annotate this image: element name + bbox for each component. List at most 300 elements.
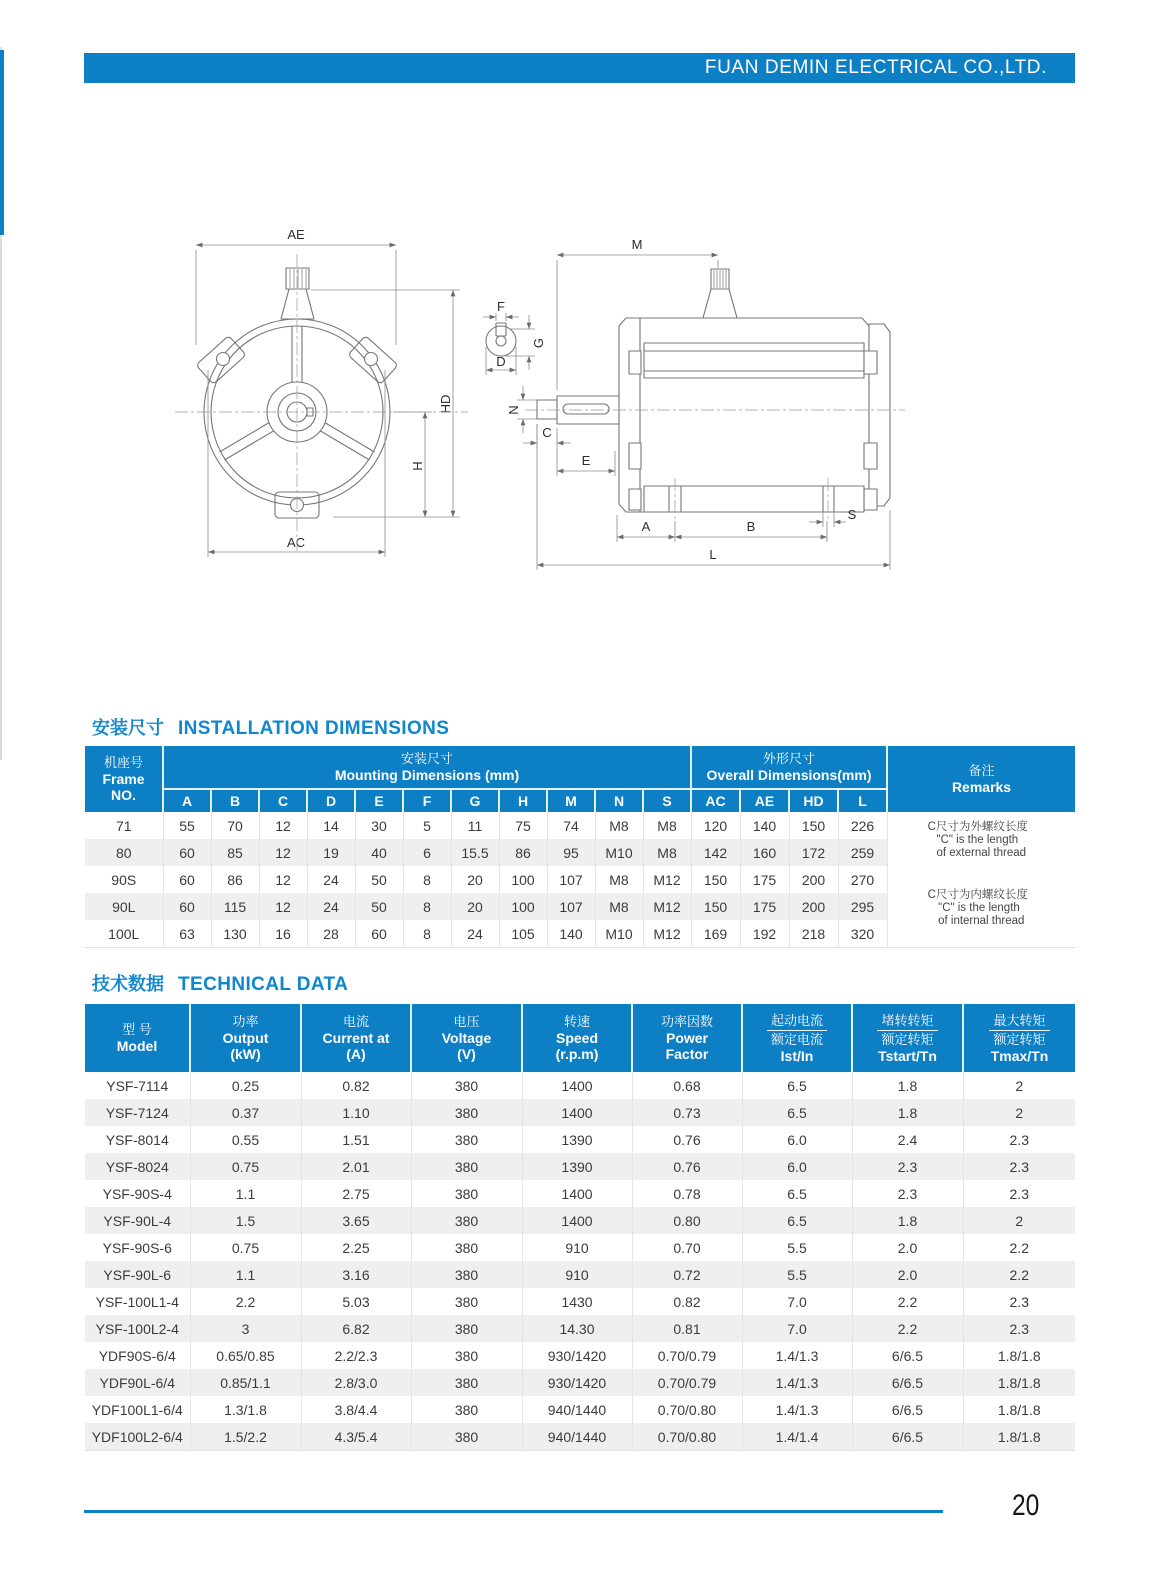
installation-dimensions-table bbox=[85, 746, 1075, 948]
header-bar bbox=[84, 53, 1075, 83]
dimension-cell: 12 bbox=[259, 866, 307, 893]
company-name: FUAN DEMIN ELECTRICAL CO.,LTD. bbox=[704, 57, 1047, 78]
technical-section-title bbox=[92, 970, 348, 996]
model-cell: YSF-90L-4 bbox=[85, 1207, 190, 1234]
tech-value-cell: 2.01 bbox=[301, 1153, 411, 1180]
tech-value-cell: 4.3/5.4 bbox=[301, 1423, 411, 1451]
motor-side-view-drawing bbox=[465, 225, 935, 595]
tech-row bbox=[85, 1342, 1075, 1369]
tech-value-cell: 6.5 bbox=[742, 1207, 852, 1234]
tech-value-cell: 2.3 bbox=[963, 1315, 1075, 1342]
dimension-cell: M8 bbox=[643, 812, 691, 839]
tech-value-cell: 1400 bbox=[522, 1207, 632, 1234]
tech-value-cell: 930/1420 bbox=[522, 1342, 632, 1369]
tech-col-line: 功率因数 bbox=[660, 1014, 713, 1029]
tech-col-line: Tstart/Tn bbox=[878, 1047, 937, 1064]
tech-value-cell: 2 bbox=[963, 1072, 1075, 1099]
model-cell: YSF-90L-6 bbox=[85, 1261, 190, 1288]
tech-value-cell: 6/6.5 bbox=[852, 1423, 963, 1451]
dimension-cell: 70 bbox=[211, 812, 259, 839]
frame-no-header-zh: 机座号 bbox=[103, 755, 143, 770]
overall-dimensions-header bbox=[691, 746, 887, 789]
dimension-cell: M8 bbox=[595, 812, 643, 839]
install-col-l: L bbox=[838, 789, 887, 812]
tech-col-line: 额定转矩 bbox=[881, 1031, 934, 1047]
tech-table-body bbox=[85, 1072, 1075, 1451]
tech-col-line: 最大转矩 bbox=[989, 1013, 1049, 1031]
overall-header-en: Overall Dimensions(mm) bbox=[706, 767, 872, 783]
tech-value-cell: 0.73 bbox=[632, 1099, 742, 1126]
remark-zh: C尺寸为外螺纹长度 bbox=[927, 821, 1028, 833]
dimension-cell: 259 bbox=[838, 839, 887, 866]
dim-label-l: L bbox=[709, 547, 717, 562]
dimension-cell: M12 bbox=[643, 920, 691, 948]
dimension-cell: M8 bbox=[595, 893, 643, 920]
remark-en bbox=[937, 834, 1027, 860]
tech-value-cell: 3.65 bbox=[301, 1207, 411, 1234]
dimension-cell: 140 bbox=[547, 920, 595, 948]
dimension-cell: 50 bbox=[355, 893, 403, 920]
dimension-cell: 175 bbox=[740, 866, 789, 893]
tech-value-cell: 380 bbox=[411, 1099, 522, 1126]
tech-value-cell: 3.8/4.4 bbox=[301, 1396, 411, 1423]
tech-value-cell: 6.82 bbox=[301, 1315, 411, 1342]
tech-value-cell: 940/1440 bbox=[522, 1396, 632, 1423]
tech-value-cell: 5.03 bbox=[301, 1288, 411, 1315]
tech-value-cell: 6.0 bbox=[742, 1153, 852, 1180]
dimension-cell: 5 bbox=[403, 812, 451, 839]
tech-value-cell: 0.70/0.80 bbox=[632, 1423, 742, 1451]
tech-value-cell: 6.5 bbox=[742, 1099, 852, 1126]
model-cell: YSF-8024 bbox=[85, 1153, 190, 1180]
remark-en-line: "C" is the length bbox=[938, 901, 1020, 914]
installation-section-title bbox=[92, 714, 449, 740]
frame-no-header bbox=[85, 746, 163, 812]
tech-col-line: 电压 bbox=[453, 1014, 480, 1029]
tech-value-cell: 1430 bbox=[522, 1288, 632, 1315]
tech-row bbox=[85, 1126, 1075, 1153]
dimension-cell: 120 bbox=[691, 812, 740, 839]
tech-value-cell: 1.8 bbox=[852, 1072, 963, 1099]
tech-value-cell: 0.76 bbox=[632, 1126, 742, 1153]
dimension-cell: 40 bbox=[355, 839, 403, 866]
dimension-cell: 85 bbox=[211, 839, 259, 866]
tech-value-cell: 1.4/1.3 bbox=[742, 1396, 852, 1423]
dimension-cell: 74 bbox=[547, 812, 595, 839]
technical-data-table bbox=[85, 1004, 1075, 1451]
tech-col-line: (kW) bbox=[230, 1046, 261, 1062]
dimension-cell: 11 bbox=[451, 812, 499, 839]
tech-value-cell: 910 bbox=[522, 1234, 632, 1261]
tech-col-line: 额定转矩 bbox=[993, 1031, 1046, 1047]
tech-value-cell: 6.5 bbox=[742, 1180, 852, 1207]
remark-cell bbox=[887, 866, 1075, 948]
dim-label-s: S bbox=[847, 507, 857, 522]
dimension-cell: 130 bbox=[211, 920, 259, 948]
dim-label-h: H bbox=[410, 461, 425, 471]
dimension-cell: 270 bbox=[838, 866, 887, 893]
tech-value-cell: 380 bbox=[411, 1288, 522, 1315]
dimension-cell: 150 bbox=[691, 866, 740, 893]
tech-value-cell: 1.1 bbox=[190, 1261, 301, 1288]
model-cell: YSF-90S-6 bbox=[85, 1234, 190, 1261]
dimension-cell: 172 bbox=[789, 839, 838, 866]
dimension-cell: 20 bbox=[451, 866, 499, 893]
dimension-cell: 86 bbox=[211, 866, 259, 893]
tech-value-cell: 1.1 bbox=[190, 1180, 301, 1207]
dim-label-ac: AC bbox=[286, 535, 306, 550]
tech-value-cell: 0.25 bbox=[190, 1072, 301, 1099]
tech-col-line: 电流 bbox=[342, 1014, 369, 1029]
tech-value-cell: 1400 bbox=[522, 1099, 632, 1126]
dimension-cell: M8 bbox=[643, 839, 691, 866]
tech-value-cell: 2.3 bbox=[852, 1153, 963, 1180]
dim-label-hd: HD bbox=[438, 394, 453, 414]
install-col-h: H bbox=[499, 789, 547, 812]
tech-col-header bbox=[632, 1004, 742, 1072]
tech-value-cell: 2.2/2.3 bbox=[301, 1342, 411, 1369]
tech-value-cell: 1400 bbox=[522, 1072, 632, 1099]
dimension-cell: 63 bbox=[163, 920, 211, 948]
frame-no-header-en2: NO. bbox=[111, 787, 136, 803]
tech-value-cell: 0.72 bbox=[632, 1261, 742, 1288]
tech-value-cell: 0.70/0.79 bbox=[632, 1342, 742, 1369]
dimension-cell: M12 bbox=[643, 866, 691, 893]
footer-divider bbox=[84, 1510, 943, 1513]
tech-value-cell: 6/6.5 bbox=[852, 1369, 963, 1396]
technical-title-zh: 技术数据 bbox=[92, 974, 164, 994]
tech-value-cell: 2.0 bbox=[852, 1261, 963, 1288]
mounting-header-en: Mounting Dimensions (mm) bbox=[334, 767, 520, 783]
model-cell: YDF90L-6/4 bbox=[85, 1369, 190, 1396]
tech-value-cell: 6/6.5 bbox=[852, 1342, 963, 1369]
dimension-cell: 107 bbox=[547, 866, 595, 893]
tech-value-cell: 6.0 bbox=[742, 1126, 852, 1153]
remark-cell bbox=[887, 812, 1075, 866]
dimension-cell: 24 bbox=[307, 893, 355, 920]
tech-value-cell: 380 bbox=[411, 1342, 522, 1369]
tech-value-cell: 7.0 bbox=[742, 1288, 852, 1315]
tech-col-line: (A) bbox=[346, 1046, 366, 1062]
dimension-cell: 16 bbox=[259, 920, 307, 948]
tech-value-cell: 1.8/1.8 bbox=[963, 1369, 1075, 1396]
dimension-cell: 50 bbox=[355, 866, 403, 893]
dimension-cell: 8 bbox=[403, 920, 451, 948]
tech-col-header bbox=[963, 1004, 1075, 1072]
dimension-cell: 60 bbox=[355, 920, 403, 948]
dimension-cell: 86 bbox=[499, 839, 547, 866]
install-col-e: E bbox=[355, 789, 403, 812]
model-cell: YDF100L2-6/4 bbox=[85, 1423, 190, 1451]
tech-value-cell: 1.5 bbox=[190, 1207, 301, 1234]
model-cell: YSF-7114 bbox=[85, 1072, 190, 1099]
tech-value-cell: 6.5 bbox=[742, 1072, 852, 1099]
tech-value-cell: 3.16 bbox=[301, 1261, 411, 1288]
tech-col-line: 起动电流 bbox=[767, 1013, 827, 1031]
tech-value-cell: 380 bbox=[411, 1261, 522, 1288]
mounting-header-zh: 安装尺寸 bbox=[401, 751, 454, 766]
remarks-header-en: Remarks bbox=[951, 779, 1012, 795]
tech-value-cell: 380 bbox=[411, 1315, 522, 1342]
dim-label-e: E bbox=[581, 453, 591, 468]
tech-value-cell: 380 bbox=[411, 1396, 522, 1423]
tech-value-cell: 0.76 bbox=[632, 1153, 742, 1180]
tech-col-line: Current at bbox=[322, 1030, 390, 1046]
dimension-cell: 218 bbox=[789, 920, 838, 948]
tech-col-header bbox=[301, 1004, 411, 1072]
tech-row bbox=[85, 1207, 1075, 1234]
left-accent-bar bbox=[0, 50, 4, 235]
dimension-cell: 142 bbox=[691, 839, 740, 866]
tech-value-cell: 0.37 bbox=[190, 1099, 301, 1126]
tech-value-cell: 5.5 bbox=[742, 1234, 852, 1261]
tech-value-cell: 1400 bbox=[522, 1180, 632, 1207]
remarks-header bbox=[887, 746, 1075, 812]
tech-value-cell: 2.75 bbox=[301, 1180, 411, 1207]
tech-value-cell: 0.65/0.85 bbox=[190, 1342, 301, 1369]
tech-col-line: 型 号 bbox=[122, 1022, 152, 1037]
dimension-cell: 140 bbox=[740, 812, 789, 839]
tech-value-cell: 1.4/1.3 bbox=[742, 1369, 852, 1396]
dimension-cell: 15.5 bbox=[451, 839, 499, 866]
frame-no-cell: 90S bbox=[85, 866, 163, 893]
tech-value-cell: 0.75 bbox=[190, 1153, 301, 1180]
install-col-hd: HD bbox=[789, 789, 838, 812]
tech-value-cell: 1390 bbox=[522, 1126, 632, 1153]
dimension-cell: 28 bbox=[307, 920, 355, 948]
tech-value-cell: 1.8/1.8 bbox=[963, 1342, 1075, 1369]
tech-value-cell: 1.8 bbox=[852, 1207, 963, 1234]
tech-value-cell: 1.4/1.4 bbox=[742, 1423, 852, 1451]
tech-value-cell: 910 bbox=[522, 1261, 632, 1288]
tech-col-header bbox=[852, 1004, 963, 1072]
tech-value-cell: 1.5/2.2 bbox=[190, 1423, 301, 1451]
tech-value-cell: 2.25 bbox=[301, 1234, 411, 1261]
dimension-cell: 19 bbox=[307, 839, 355, 866]
dimension-cell: 295 bbox=[838, 893, 887, 920]
tech-value-cell: 2.2 bbox=[963, 1261, 1075, 1288]
model-cell: YDF90S-6/4 bbox=[85, 1342, 190, 1369]
dimension-cell: 95 bbox=[547, 839, 595, 866]
tech-col-line: Tmax/Tn bbox=[990, 1047, 1049, 1064]
dimension-cell: 75 bbox=[499, 812, 547, 839]
tech-col-line: 堵转转矩 bbox=[877, 1013, 937, 1031]
tech-value-cell: 0.55 bbox=[190, 1126, 301, 1153]
install-col-d: D bbox=[307, 789, 355, 812]
remark-en-line: of internal thread bbox=[938, 914, 1025, 927]
tech-col-line: Speed bbox=[555, 1030, 598, 1046]
dimension-cell: M8 bbox=[595, 866, 643, 893]
tech-col-line: Ist/In bbox=[780, 1047, 814, 1064]
install-col-ac: AC bbox=[691, 789, 740, 812]
frame-no-cell: 71 bbox=[85, 812, 163, 839]
tech-value-cell: 0.68 bbox=[632, 1072, 742, 1099]
install-row bbox=[85, 866, 1075, 893]
dimension-cell: 30 bbox=[355, 812, 403, 839]
install-table-body bbox=[85, 812, 1075, 948]
dim-label-ae: AE bbox=[287, 227, 305, 242]
tech-value-cell: 0.85/1.1 bbox=[190, 1369, 301, 1396]
tech-row bbox=[85, 1261, 1075, 1288]
tech-row bbox=[85, 1315, 1075, 1342]
tech-col-line: 转速 bbox=[563, 1014, 590, 1029]
dimension-cell: 60 bbox=[163, 893, 211, 920]
frame-no-cell: 90L bbox=[85, 893, 163, 920]
tech-value-cell: 0.70/0.79 bbox=[632, 1369, 742, 1396]
tech-value-cell: 0.82 bbox=[632, 1288, 742, 1315]
dim-label-g: G bbox=[531, 337, 546, 349]
tech-col-line: (V) bbox=[457, 1046, 476, 1062]
tech-value-cell: 2 bbox=[963, 1207, 1075, 1234]
install-header-groups bbox=[85, 746, 1075, 789]
tech-value-cell: 0.81 bbox=[632, 1315, 742, 1342]
tech-col-header bbox=[190, 1004, 301, 1072]
dimension-cell: 55 bbox=[163, 812, 211, 839]
dimension-cell: 12 bbox=[259, 839, 307, 866]
dimension-cell: M10 bbox=[595, 920, 643, 948]
dimension-cell: 175 bbox=[740, 893, 789, 920]
dimension-cell: 8 bbox=[403, 893, 451, 920]
tech-col-line: Model bbox=[116, 1038, 158, 1054]
tech-value-cell: 7.0 bbox=[742, 1315, 852, 1342]
dim-label-m: M bbox=[631, 237, 643, 252]
tech-value-cell: 1.8 bbox=[852, 1099, 963, 1126]
dimension-cell: 12 bbox=[259, 893, 307, 920]
tech-col-header bbox=[411, 1004, 522, 1072]
dim-label-n: N bbox=[506, 405, 521, 415]
tech-row bbox=[85, 1396, 1075, 1423]
tech-value-cell: 1.51 bbox=[301, 1126, 411, 1153]
tech-row bbox=[85, 1423, 1075, 1451]
tech-col-line: 额定电流 bbox=[770, 1031, 823, 1047]
tech-value-cell: 380 bbox=[411, 1126, 522, 1153]
dimension-cell: 169 bbox=[691, 920, 740, 948]
dimension-cell: 115 bbox=[211, 893, 259, 920]
page-number: 20 bbox=[1012, 1489, 1040, 1522]
tech-row bbox=[85, 1234, 1075, 1261]
model-cell: YSF-90S-4 bbox=[85, 1180, 190, 1207]
tech-value-cell: 0.75 bbox=[190, 1234, 301, 1261]
dimension-cell: 60 bbox=[163, 839, 211, 866]
model-cell: YSF-100L2-4 bbox=[85, 1315, 190, 1342]
install-col-s: S bbox=[643, 789, 691, 812]
dim-label-a: A bbox=[641, 519, 651, 534]
tech-value-cell: 380 bbox=[411, 1234, 522, 1261]
dim-label-b: B bbox=[746, 519, 756, 534]
overall-header-zh: 外形尺寸 bbox=[763, 751, 816, 766]
tech-value-cell: 380 bbox=[411, 1423, 522, 1451]
tech-header-row bbox=[85, 1004, 1075, 1072]
tech-row bbox=[85, 1072, 1075, 1099]
model-cell: YSF-100L1-4 bbox=[85, 1288, 190, 1315]
tech-value-cell: 3 bbox=[190, 1315, 301, 1342]
tech-col-header bbox=[522, 1004, 632, 1072]
dimension-cell: 150 bbox=[691, 893, 740, 920]
tech-col-line: Power bbox=[665, 1030, 708, 1046]
install-col-f: F bbox=[403, 789, 451, 812]
tech-value-cell: 0.80 bbox=[632, 1207, 742, 1234]
tech-row bbox=[85, 1369, 1075, 1396]
tech-row bbox=[85, 1099, 1075, 1126]
tech-value-cell: 1.8/1.8 bbox=[963, 1396, 1075, 1423]
tech-value-cell: 2.2 bbox=[852, 1315, 963, 1342]
installation-title-zh: 安装尺寸 bbox=[92, 718, 164, 738]
tech-value-cell: 2.3 bbox=[963, 1153, 1075, 1180]
dim-label-d: D bbox=[496, 354, 506, 369]
install-row bbox=[85, 812, 1075, 839]
tech-value-cell: 0.82 bbox=[301, 1072, 411, 1099]
tech-value-cell: 380 bbox=[411, 1180, 522, 1207]
frame-no-header-en: Frame bbox=[102, 771, 145, 787]
tech-value-cell: 380 bbox=[411, 1207, 522, 1234]
dimension-cell: 20 bbox=[451, 893, 499, 920]
tech-value-cell: 930/1420 bbox=[522, 1369, 632, 1396]
tech-value-cell: 1.3/1.8 bbox=[190, 1396, 301, 1423]
tech-value-cell: 0.70 bbox=[632, 1234, 742, 1261]
frame-no-cell: 80 bbox=[85, 839, 163, 866]
tech-value-cell: 940/1440 bbox=[522, 1423, 632, 1451]
dimension-cell: 8 bbox=[403, 866, 451, 893]
tech-col-header bbox=[85, 1004, 190, 1072]
tech-value-cell: 6/6.5 bbox=[852, 1396, 963, 1423]
dimension-cell: 24 bbox=[307, 866, 355, 893]
tech-value-cell: 1.10 bbox=[301, 1099, 411, 1126]
dimension-cell: 150 bbox=[789, 812, 838, 839]
dim-label-c: C bbox=[542, 425, 552, 440]
install-col-n: N bbox=[595, 789, 643, 812]
remarks-header-zh: 备注 bbox=[968, 763, 995, 778]
dimension-cell: 105 bbox=[499, 920, 547, 948]
dim-label-f: F bbox=[497, 299, 505, 314]
tech-col-line: Voltage bbox=[441, 1030, 492, 1046]
tech-row bbox=[85, 1180, 1075, 1207]
install-col-c: C bbox=[259, 789, 307, 812]
dimension-cell: 100 bbox=[499, 893, 547, 920]
tech-value-cell: 5.5 bbox=[742, 1261, 852, 1288]
tech-value-cell: 2.8/3.0 bbox=[301, 1369, 411, 1396]
tech-value-cell: 380 bbox=[411, 1369, 522, 1396]
dimension-cell: 107 bbox=[547, 893, 595, 920]
tech-value-cell: 2.2 bbox=[190, 1288, 301, 1315]
tech-value-cell: 2.4 bbox=[852, 1126, 963, 1153]
remark-en-line: of external thread bbox=[936, 847, 1027, 859]
tech-value-cell: 2.0 bbox=[852, 1234, 963, 1261]
dimension-cell: 192 bbox=[740, 920, 789, 948]
dimension-cell: 60 bbox=[163, 866, 211, 893]
tech-col-line: Output bbox=[222, 1030, 269, 1046]
dimension-cell: 24 bbox=[451, 920, 499, 948]
frame-no-cell: 100L bbox=[85, 920, 163, 948]
technical-title-en: TECHNICAL DATA bbox=[178, 974, 349, 995]
tech-col-line: Factor bbox=[665, 1046, 709, 1062]
tech-value-cell: 1.8/1.8 bbox=[963, 1423, 1075, 1451]
install-col-g: G bbox=[451, 789, 499, 812]
tech-value-cell: 14.30 bbox=[522, 1315, 632, 1342]
dimension-cell: 200 bbox=[789, 893, 838, 920]
dimension-cell: M12 bbox=[643, 893, 691, 920]
dimension-cell: 160 bbox=[740, 839, 789, 866]
tech-value-cell: 2.3 bbox=[852, 1180, 963, 1207]
dimension-cell: 226 bbox=[838, 812, 887, 839]
motor-front-view-drawing bbox=[163, 218, 483, 578]
dimension-cell: 320 bbox=[838, 920, 887, 948]
tech-value-cell: 2.2 bbox=[852, 1288, 963, 1315]
tech-value-cell: 0.78 bbox=[632, 1180, 742, 1207]
mounting-dimensions-header bbox=[163, 746, 691, 789]
tech-value-cell: 380 bbox=[411, 1072, 522, 1099]
tech-row bbox=[85, 1153, 1075, 1180]
tech-value-cell: 2.2 bbox=[963, 1234, 1075, 1261]
